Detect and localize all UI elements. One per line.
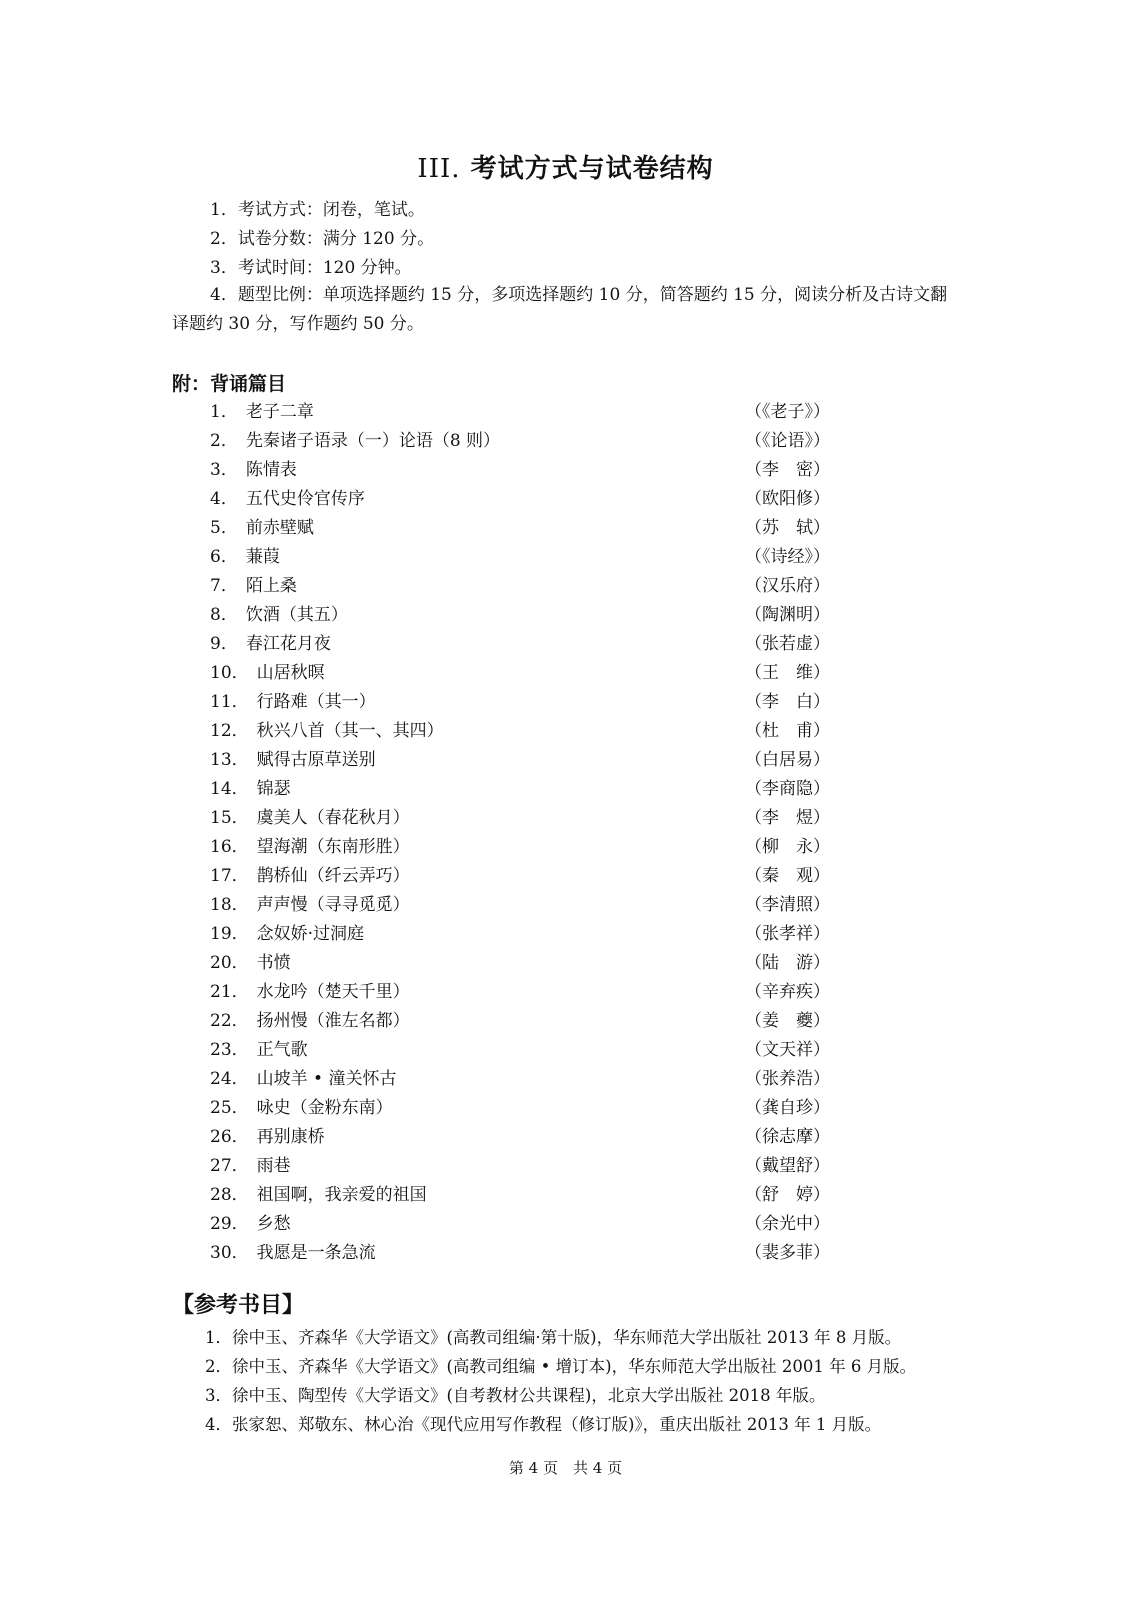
recitation-item-title: 正气歌 [256, 1040, 308, 1060]
recitation-item-title: 鹊桥仙（纤云弄巧） [256, 866, 410, 886]
recitation-item-title: 陈情表 [245, 460, 297, 480]
recitation-item-author: （陶渊明） [745, 605, 830, 625]
recitation-item-author: （白居易） [745, 750, 830, 770]
recitation-item [210, 485, 830, 514]
recitation-item-title: 雨巷 [256, 1156, 291, 1176]
recitation-item-title: 春江花月夜 [245, 634, 331, 654]
recitation-item-number: 17． [210, 866, 249, 886]
recitation-list [210, 398, 830, 1268]
section-heading [0, 148, 1131, 185]
recitation-item-title: 锦瑟 [256, 779, 291, 799]
recitation-item-author: （余光中） [745, 1214, 830, 1234]
recitation-item-author: （李 煜） [745, 808, 830, 828]
recitation-item-title: 望海潮（东南形胜） [256, 837, 410, 857]
recitation-item-author: （秦 观） [745, 866, 830, 886]
recitation-item-author: （张养浩） [745, 1069, 830, 1089]
exam-item: 2．试卷分数：满分 120 分。 [210, 229, 435, 249]
recitation-item-number: 13． [210, 750, 249, 770]
recitation-item-number: 2． [210, 431, 238, 451]
recitation-item [210, 1123, 830, 1152]
recitation-item-number: 16． [210, 837, 249, 857]
recitation-item [210, 891, 830, 920]
recitation-item-title: 秋兴八首（其一、其四） [256, 721, 444, 741]
recitation-item-author: （裴多菲） [745, 1243, 830, 1263]
section-roman-numeral: III. [417, 154, 461, 184]
recitation-item [210, 514, 830, 543]
recitation-item-number: 3． [210, 460, 238, 480]
recitation-item-number: 12． [210, 721, 249, 741]
recitation-item-title: 山居秋暝 [256, 663, 325, 683]
recitation-item-title: 行路难（其一） [256, 692, 376, 712]
recitation-item-title: 前赤壁赋 [245, 518, 314, 538]
recitation-item-author: （陆 游） [745, 953, 830, 973]
recitation-item [210, 804, 830, 833]
recitation-item-author: （李清照） [745, 895, 830, 915]
recitation-item [210, 1065, 830, 1094]
recitation-item-author: （《诗经》） [745, 547, 830, 567]
recitation-item-author: （张若虚） [745, 634, 830, 654]
recitation-item-number: 21． [210, 982, 249, 1002]
recitation-item-title: 声声慢（寻寻觅觅） [256, 895, 410, 915]
recitation-item-author: （徐志摩） [745, 1127, 830, 1147]
recitation-item-author: （辛弃疾） [745, 982, 830, 1002]
recitation-item-number: 25． [210, 1098, 249, 1118]
recitation-item-title: 五代史伶官传序 [245, 489, 365, 509]
recitation-item [210, 1036, 830, 1065]
recitation-item [210, 920, 830, 949]
exam-item: 4．题型比例：单项选择题约 15 分，多项选择题约 10 分，简答题约 15 分，阅读分析及古诗文翻译题约 30 分，写作题约 50 分。 [172, 285, 948, 334]
recitation-item-number: 24． [210, 1069, 249, 1089]
recitation-item-number: 8． [210, 605, 238, 625]
recitation-item [210, 862, 830, 891]
recitation-item-number: 4． [210, 489, 238, 509]
recitation-item-author: （舒 婷） [745, 1185, 830, 1205]
reference-item: 4．张家恕、郑敬东、林心治《现代应用写作教程（修订版)》，重庆出版社 2013 年 1 月版。 [205, 1415, 882, 1434]
recitation-item-title: 念奴娇·过洞庭 [256, 924, 365, 944]
references-title: 【参考书目】 [172, 1293, 305, 1318]
recitation-item-title: 先秦诸子语录（一）论语（8 则） [245, 431, 501, 451]
recitation-item-number: 19． [210, 924, 249, 944]
recitation-item-author: （欧阳修） [745, 489, 830, 509]
recitation-item [210, 1007, 830, 1036]
recitation-item-author: （李商隐） [745, 779, 830, 799]
recitation-item [210, 659, 830, 688]
reference-item: 2．徐中玉、齐森华《大学语文》(高教司组编 • 增订本)，华东师范大学出版社 2001 年 6 月版。 [205, 1357, 917, 1376]
recitation-item-author: （《老子》） [745, 402, 830, 422]
recitation-item [210, 398, 830, 427]
reference-item: 1．徐中玉、齐森华《大学语文》(高教司组编·第十版)，华东师范大学出版社 2013 年 8 月版。 [205, 1328, 902, 1347]
recitation-item-author: （姜 夔） [745, 1011, 830, 1031]
recitation-item-title: 乡愁 [256, 1214, 291, 1234]
recitation-item-number: 28． [210, 1185, 249, 1205]
recitation-item-title: 蒹葭 [245, 547, 280, 567]
recitation-item-author: （龚自珍） [745, 1098, 830, 1118]
recitation-item-title: 老子二章 [245, 402, 314, 422]
recitation-item-title: 书愤 [256, 953, 291, 973]
recitation-item-title: 虞美人（春花秋月） [256, 808, 410, 828]
recitation-item-number: 23． [210, 1040, 249, 1060]
reference-item: 3．徐中玉、陶型传《大学语文》(自考教材公共课程)，北京大学出版社 2018 年版。 [205, 1386, 826, 1405]
recitation-item-number: 5． [210, 518, 238, 538]
recitation-item-author: （王 维） [745, 663, 830, 683]
recitation-item-number: 27． [210, 1156, 249, 1176]
recitation-item [210, 688, 830, 717]
recitation-item [210, 1152, 830, 1181]
recitation-item-author: （汉乐府） [745, 576, 830, 596]
recitation-item [210, 572, 830, 601]
recitation-item [210, 717, 830, 746]
recitation-item-title: 赋得古原草送别 [256, 750, 376, 770]
exam-item: 3．考试时间：120 分钟。 [210, 258, 412, 278]
recitation-item [210, 601, 830, 630]
recitation-item-number: 30． [210, 1243, 249, 1263]
recitation-item-author: （苏 轼） [745, 518, 830, 538]
recitation-item [210, 746, 830, 775]
recitation-item [210, 456, 830, 485]
recitation-item-number: 14． [210, 779, 249, 799]
recitation-item-title: 水龙吟（楚天千里） [256, 982, 410, 1002]
recitation-item-author: （李 白） [745, 692, 830, 712]
recitation-item-number: 22． [210, 1011, 249, 1031]
recitation-item [210, 427, 830, 456]
recitation-item-title: 我愿是一条急流 [256, 1243, 376, 1263]
recitation-item-author: （柳 永） [745, 837, 830, 857]
recitation-item-number: 7． [210, 576, 238, 596]
exam-item: 1．考试方式：闭卷，笔试。 [210, 200, 425, 220]
recitation-item [210, 1094, 830, 1123]
recitation-item-title: 山坡羊 • 潼关怀古 [256, 1069, 397, 1089]
recitation-item [210, 630, 830, 659]
recitation-item-author: （李 密） [745, 460, 830, 480]
recitation-item-number: 11． [210, 692, 249, 712]
section-title: 考试方式与试卷结构 [470, 154, 714, 184]
recitation-item [210, 775, 830, 804]
recitation-item [210, 1181, 830, 1210]
recitation-item-number: 18． [210, 895, 249, 915]
recitation-item-number: 6． [210, 547, 238, 567]
recitation-item-number: 1． [210, 402, 238, 422]
recitation-item-title: 祖国啊，我亲爱的祖国 [256, 1185, 427, 1205]
recitation-title: 附：背诵篇目 [172, 373, 287, 395]
recitation-item-author: （杜 甫） [745, 721, 830, 741]
page-footer: 第 4 页 共 4 页 [508, 1459, 623, 1477]
recitation-item-number: 26． [210, 1127, 249, 1147]
recitation-item-title: 再别康桥 [256, 1127, 325, 1147]
recitation-item-number: 20． [210, 953, 249, 973]
recitation-item-author: （戴望舒） [745, 1156, 830, 1176]
recitation-item-title: 扬州慢（淮左名都） [256, 1011, 410, 1031]
references-list [205, 1323, 965, 1439]
recitation-item [210, 1210, 830, 1239]
recitation-item [210, 543, 830, 572]
recitation-item-title: 咏史（金粉东南） [256, 1098, 393, 1118]
recitation-item [210, 833, 830, 862]
recitation-item-author: （张孝祥） [745, 924, 830, 944]
recitation-item-number: 29． [210, 1214, 249, 1234]
recitation-item [210, 1239, 830, 1268]
recitation-item-number: 15． [210, 808, 249, 828]
recitation-item-author: （《论语》） [745, 431, 830, 451]
recitation-item-author: （文天祥） [745, 1040, 830, 1060]
recitation-item-title: 饮酒（其五） [245, 605, 348, 625]
recitation-item-title: 陌上桑 [245, 576, 297, 596]
recitation-item [210, 978, 830, 1007]
recitation-item [210, 949, 830, 978]
recitation-item-number: 9． [210, 634, 238, 654]
recitation-item-number: 10． [210, 663, 249, 683]
